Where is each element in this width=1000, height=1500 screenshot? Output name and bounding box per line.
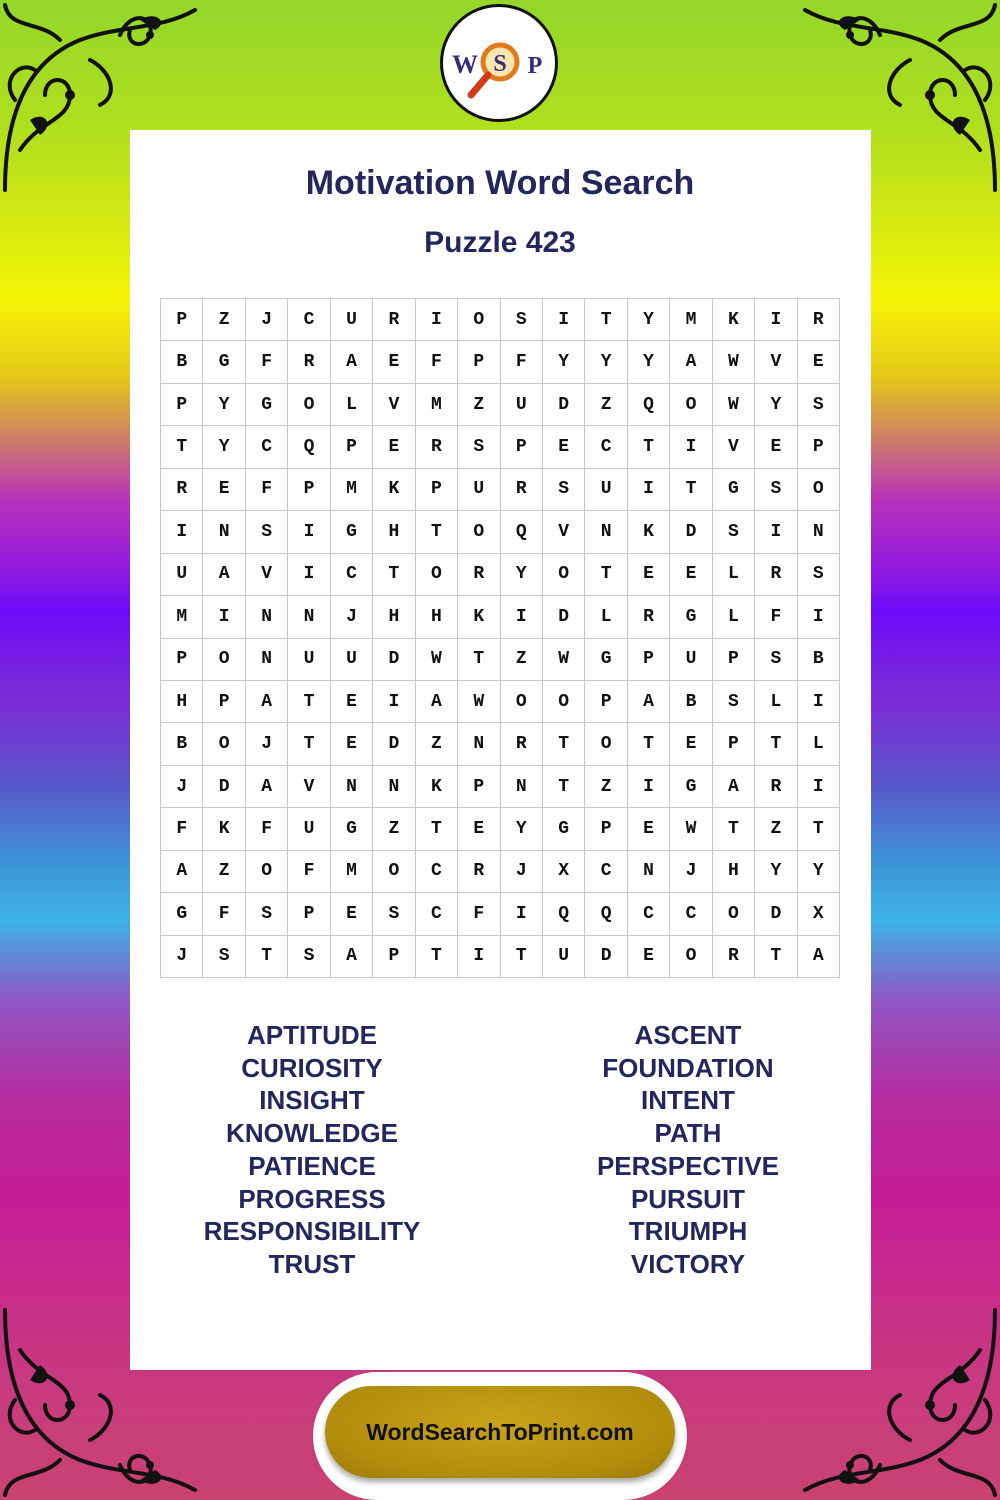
grid-cell[interactable]: N — [373, 766, 415, 808]
grid-cell[interactable]: E — [373, 341, 415, 383]
word-list-item: INTENT — [641, 1085, 735, 1116]
grid-cell[interactable]: H — [373, 596, 415, 638]
grid-cell[interactable]: R — [161, 469, 203, 511]
grid-cell[interactable]: K — [628, 511, 670, 553]
word-list-left — [132, 1019, 492, 1281]
grid-cell[interactable]: S — [246, 511, 288, 553]
grid-cell[interactable]: P — [713, 639, 755, 681]
grid-cell[interactable]: O — [203, 723, 245, 765]
grid-cell[interactable]: R — [288, 341, 330, 383]
grid-cell[interactable]: U — [331, 639, 373, 681]
grid-cell[interactable]: D — [543, 596, 585, 638]
grid-cell[interactable]: I — [798, 766, 840, 808]
grid-cell[interactable]: A — [331, 936, 373, 978]
grid-cell[interactable]: P — [203, 681, 245, 723]
grid-cell[interactable]: T — [458, 639, 500, 681]
grid-cell[interactable]: A — [246, 766, 288, 808]
grid-cell[interactable]: L — [585, 596, 627, 638]
grid-cell[interactable]: E — [670, 554, 712, 596]
grid-cell[interactable]: Y — [628, 341, 670, 383]
grid-cell[interactable]: I — [203, 596, 245, 638]
grid-cell[interactable]: O — [670, 384, 712, 426]
grid-cell[interactable]: O — [501, 681, 543, 723]
grid-cell[interactable]: P — [161, 299, 203, 341]
grid-cell[interactable]: R — [373, 299, 415, 341]
grid-cell[interactable]: Z — [501, 639, 543, 681]
grid-cell[interactable]: E — [628, 554, 670, 596]
grid-cell[interactable]: P — [713, 723, 755, 765]
grid-cell[interactable]: W — [713, 341, 755, 383]
grid-cell[interactable]: O — [713, 893, 755, 935]
grid-cell[interactable]: C — [628, 893, 670, 935]
grid-cell[interactable]: N — [288, 596, 330, 638]
grid-cell[interactable]: E — [331, 681, 373, 723]
grid-cell[interactable]: T — [670, 469, 712, 511]
grid-cell[interactable]: K — [458, 596, 500, 638]
grid-cell[interactable]: T — [585, 554, 627, 596]
grid-cell[interactable]: Y — [501, 554, 543, 596]
grid-cell[interactable]: R — [755, 766, 797, 808]
word-list-item: KNOWLEDGE — [226, 1118, 398, 1149]
grid-cell[interactable]: A — [713, 766, 755, 808]
grid-cell[interactable]: O — [246, 851, 288, 893]
grid-cell[interactable]: S — [501, 299, 543, 341]
grid-cell[interactable]: A — [416, 681, 458, 723]
grid-cell[interactable]: T — [416, 808, 458, 850]
grid-cell[interactable]: G — [331, 808, 373, 850]
grid-cell[interactable]: P — [373, 936, 415, 978]
grid-cell[interactable]: R — [416, 426, 458, 468]
grid-cell[interactable]: S — [203, 936, 245, 978]
grid-cell[interactable]: P — [458, 341, 500, 383]
grid-cell[interactable]: J — [501, 851, 543, 893]
grid-cell[interactable]: P — [585, 808, 627, 850]
grid-cell[interactable]: U — [331, 299, 373, 341]
word-list-item: INSIGHT — [259, 1085, 365, 1116]
grid-cell[interactable]: S — [458, 426, 500, 468]
grid-cell[interactable]: O — [458, 299, 500, 341]
grid-cell[interactable]: Z — [203, 299, 245, 341]
grid-cell[interactable]: P — [331, 426, 373, 468]
grid-cell[interactable]: P — [585, 681, 627, 723]
grid-cell[interactable]: E — [543, 426, 585, 468]
grid-cell[interactable]: D — [585, 936, 627, 978]
grid-cell[interactable]: O — [543, 681, 585, 723]
grid-cell[interactable]: N — [501, 766, 543, 808]
grid-cell[interactable]: V — [755, 341, 797, 383]
grid-cell[interactable]: F — [246, 469, 288, 511]
grid-cell[interactable]: S — [798, 554, 840, 596]
grid-cell[interactable]: Y — [501, 808, 543, 850]
grid-cell[interactable]: U — [501, 384, 543, 426]
grid-cell[interactable]: D — [755, 893, 797, 935]
grid-cell[interactable]: O — [798, 469, 840, 511]
grid-cell[interactable]: X — [798, 893, 840, 935]
logo-letter-s: S — [493, 51, 507, 77]
grid-cell[interactable]: W — [458, 681, 500, 723]
grid-cell[interactable]: R — [713, 936, 755, 978]
grid-cell[interactable]: N — [246, 596, 288, 638]
grid-cell[interactable]: D — [373, 639, 415, 681]
grid-cell[interactable]: B — [670, 681, 712, 723]
grid-cell[interactable]: H — [373, 511, 415, 553]
grid-cell[interactable]: U — [585, 469, 627, 511]
word-list-item: PATH — [654, 1118, 722, 1149]
grid-cell[interactable]: U — [161, 554, 203, 596]
grid-cell[interactable]: F — [755, 596, 797, 638]
grid-cell[interactable]: Y — [203, 384, 245, 426]
grid-cell[interactable]: K — [203, 808, 245, 850]
grid-cell[interactable]: T — [501, 936, 543, 978]
grid-cell[interactable]: F — [246, 808, 288, 850]
grid-cell[interactable]: O — [203, 639, 245, 681]
grid-cell[interactable]: L — [331, 384, 373, 426]
grid-cell[interactable]: P — [416, 469, 458, 511]
grid-cell[interactable]: U — [458, 469, 500, 511]
grid-cell[interactable]: F — [288, 851, 330, 893]
grid-cell[interactable]: Y — [585, 341, 627, 383]
grid-cell[interactable]: W — [416, 639, 458, 681]
grid-cell[interactable]: Y — [203, 426, 245, 468]
grid-cell[interactable]: R — [798, 299, 840, 341]
word-list-item: APTITUDE — [247, 1020, 377, 1050]
grid-cell[interactable]: I — [543, 299, 585, 341]
grid-cell[interactable]: H — [713, 851, 755, 893]
grid-cell[interactable]: U — [288, 808, 330, 850]
grid-cell[interactable]: S — [288, 936, 330, 978]
grid-cell[interactable]: L — [798, 723, 840, 765]
grid-cell[interactable]: Z — [755, 808, 797, 850]
grid-cell[interactable]: Q — [501, 511, 543, 553]
grid-cell[interactable]: Q — [628, 384, 670, 426]
grid-cell[interactable]: P — [288, 893, 330, 935]
grid-cell[interactable]: T — [755, 936, 797, 978]
grid-cell[interactable]: M — [331, 469, 373, 511]
grid-cell[interactable]: N — [585, 511, 627, 553]
grid-cell[interactable]: U — [288, 639, 330, 681]
grid-cell[interactable]: B — [798, 639, 840, 681]
grid-cell[interactable]: A — [161, 851, 203, 893]
grid-cell[interactable]: F — [203, 893, 245, 935]
word-list-item: PROGRESS — [238, 1183, 386, 1214]
grid-cell[interactable]: V — [246, 554, 288, 596]
grid-cell[interactable]: L — [713, 554, 755, 596]
grid-cell[interactable]: T — [543, 723, 585, 765]
site-logo[interactable] — [440, 4, 558, 122]
grid-cell[interactable]: P — [798, 426, 840, 468]
grid-cell[interactable]: U — [543, 936, 585, 978]
grid-cell[interactable]: R — [501, 723, 543, 765]
grid-cell[interactable]: E — [373, 426, 415, 468]
grid-cell[interactable]: Y — [755, 384, 797, 426]
grid-cell[interactable]: V — [713, 426, 755, 468]
grid-cell[interactable]: J — [670, 851, 712, 893]
grid-cell[interactable]: P — [501, 426, 543, 468]
grid-cell[interactable]: E — [798, 341, 840, 383]
grid-cell[interactable]: J — [331, 596, 373, 638]
word-list-item: PERSPECTIVE — [596, 1150, 780, 1181]
grid-cell[interactable]: N — [628, 851, 670, 893]
grid-cell[interactable]: O — [288, 384, 330, 426]
grid-cell[interactable]: C — [416, 851, 458, 893]
grid-cell[interactable]: B — [161, 723, 203, 765]
grid-cell[interactable]: H — [161, 681, 203, 723]
grid-cell[interactable]: I — [670, 426, 712, 468]
grid-cell[interactable]: I — [628, 766, 670, 808]
grid-cell[interactable]: D — [203, 766, 245, 808]
grid-cell[interactable]: C — [670, 893, 712, 935]
grid-cell[interactable]: A — [246, 681, 288, 723]
grid-cell[interactable]: K — [373, 469, 415, 511]
grid-cell[interactable]: P — [628, 639, 670, 681]
grid-cell[interactable]: S — [755, 469, 797, 511]
grid-cell[interactable]: M — [161, 596, 203, 638]
grid-cell[interactable]: S — [755, 639, 797, 681]
grid-cell[interactable]: Z — [585, 766, 627, 808]
grid-cell[interactable]: A — [670, 341, 712, 383]
grid-cell[interactable]: D — [543, 384, 585, 426]
grid-cell[interactable]: O — [373, 851, 415, 893]
grid-cell[interactable]: I — [458, 936, 500, 978]
grid-cell[interactable]: O — [543, 554, 585, 596]
word-list-item: VICTORY — [630, 1248, 746, 1279]
grid-cell[interactable]: Q — [288, 426, 330, 468]
logo-letter-p: P — [527, 53, 543, 79]
grid-cell[interactable]: E — [628, 936, 670, 978]
word-list-item: TRUST — [268, 1248, 356, 1279]
grid-cell[interactable]: W — [713, 384, 755, 426]
grid-cell[interactable]: P — [161, 384, 203, 426]
grid-cell[interactable]: C — [331, 554, 373, 596]
grid-cell[interactable]: C — [288, 299, 330, 341]
grid-cell[interactable]: Z — [585, 384, 627, 426]
grid-cell[interactable]: J — [161, 766, 203, 808]
grid-cell[interactable]: E — [628, 808, 670, 850]
grid-cell[interactable]: K — [713, 299, 755, 341]
grid-cell[interactable]: Y — [628, 299, 670, 341]
grid-cell[interactable]: T — [628, 723, 670, 765]
grid-cell[interactable]: Q — [585, 893, 627, 935]
logo-letter-w: W — [452, 50, 478, 79]
grid-cell[interactable]: A — [203, 554, 245, 596]
grid-cell[interactable]: X — [543, 851, 585, 893]
word-list-item: TRIUMPH — [628, 1216, 748, 1247]
grid-cell[interactable]: E — [331, 893, 373, 935]
grid-cell[interactable]: G — [543, 808, 585, 850]
grid-cell[interactable]: F — [246, 341, 288, 383]
grid-cell[interactable]: T — [543, 766, 585, 808]
grid-cell[interactable]: O — [458, 511, 500, 553]
grid-cell[interactable]: S — [373, 893, 415, 935]
grid-cell[interactable]: R — [458, 554, 500, 596]
grid-cell[interactable]: S — [798, 384, 840, 426]
grid-cell[interactable]: B — [161, 341, 203, 383]
grid-cell[interactable]: T — [373, 554, 415, 596]
grid-cell[interactable]: I — [373, 681, 415, 723]
grid-cell[interactable]: I — [161, 511, 203, 553]
grid-cell[interactable]: N — [798, 511, 840, 553]
grid-cell[interactable]: T — [161, 426, 203, 468]
grid-cell[interactable]: T — [585, 299, 627, 341]
word-list-item: ASCENT — [634, 1020, 742, 1050]
grid-cell[interactable]: E — [755, 426, 797, 468]
grid-cell[interactable]: C — [416, 893, 458, 935]
grid-cell[interactable]: E — [331, 723, 373, 765]
grid-cell[interactable]: Y — [755, 851, 797, 893]
grid-cell[interactable]: I — [798, 681, 840, 723]
grid-cell[interactable]: K — [416, 766, 458, 808]
grid-cell[interactable]: O — [416, 554, 458, 596]
grid-cell[interactable]: I — [798, 596, 840, 638]
grid-cell[interactable]: N — [331, 766, 373, 808]
word-list-item: RESPONSIBILITY — [203, 1216, 421, 1247]
grid-cell[interactable]: A — [628, 681, 670, 723]
grid-cell[interactable]: P — [161, 639, 203, 681]
grid-cell[interactable]: R — [458, 851, 500, 893]
grid-cell[interactable]: I — [501, 596, 543, 638]
grid-cell[interactable]: C — [585, 426, 627, 468]
grid-cell[interactable]: N — [203, 511, 245, 553]
grid-cell[interactable]: Q — [543, 893, 585, 935]
grid-cell[interactable]: T — [713, 808, 755, 850]
grid-cell[interactable]: F — [161, 808, 203, 850]
grid-cell[interactable]: W — [670, 808, 712, 850]
grid-cell[interactable]: T — [288, 723, 330, 765]
page-title: Motivation Word Search — [305, 164, 695, 202]
grid-cell[interactable]: I — [755, 299, 797, 341]
grid-cell[interactable]: Z — [458, 384, 500, 426]
word-list-item: FOUNDATION — [602, 1052, 774, 1083]
grid-cell[interactable]: A — [798, 936, 840, 978]
grid-cell[interactable]: A — [331, 341, 373, 383]
grid-cell[interactable]: H — [416, 596, 458, 638]
grid-cell[interactable]: T — [246, 936, 288, 978]
website-link-button[interactable]: WordSearchToPrint.com — [325, 1386, 675, 1478]
word-list-item: PATIENCE — [248, 1150, 376, 1181]
grid-cell[interactable]: D — [373, 723, 415, 765]
grid-cell[interactable]: S — [713, 681, 755, 723]
grid-cell[interactable]: N — [458, 723, 500, 765]
grid-cell[interactable]: F — [501, 341, 543, 383]
grid-cell[interactable]: P — [288, 469, 330, 511]
grid-cell[interactable]: F — [416, 341, 458, 383]
grid-cell[interactable]: J — [161, 936, 203, 978]
grid-cell[interactable]: V — [373, 384, 415, 426]
grid-cell[interactable]: J — [246, 723, 288, 765]
word-list-item: PURSUIT — [630, 1183, 746, 1214]
grid-cell[interactable]: G — [161, 893, 203, 935]
grid-cell[interactable]: R — [628, 596, 670, 638]
grid-cell[interactable]: M — [331, 851, 373, 893]
grid-cell[interactable]: T — [416, 511, 458, 553]
grid-cell[interactable]: F — [458, 893, 500, 935]
grid-cell[interactable]: E — [203, 469, 245, 511]
grid-cell[interactable]: M — [670, 299, 712, 341]
grid-cell[interactable]: G — [670, 596, 712, 638]
grid-cell[interactable]: T — [416, 936, 458, 978]
grid-cell[interactable]: S — [246, 893, 288, 935]
grid-cell[interactable]: C — [246, 426, 288, 468]
grid-cell[interactable]: P — [458, 766, 500, 808]
grid-cell[interactable]: S — [543, 469, 585, 511]
grid-cell[interactable]: G — [713, 469, 755, 511]
grid-cell[interactable]: G — [585, 639, 627, 681]
grid-cell[interactable]: I — [501, 893, 543, 935]
grid-cell[interactable]: G — [670, 766, 712, 808]
grid-cell[interactable]: C — [585, 851, 627, 893]
grid-cell[interactable]: G — [246, 384, 288, 426]
grid-cell[interactable]: E — [458, 808, 500, 850]
grid-cell[interactable]: T — [755, 723, 797, 765]
grid-cell[interactable]: Y — [543, 341, 585, 383]
grid-cell[interactable]: T — [798, 808, 840, 850]
grid-cell[interactable]: O — [670, 936, 712, 978]
word-list-right — [508, 1019, 868, 1281]
grid-cell[interactable]: G — [203, 341, 245, 383]
puzzle-number: Puzzle 423 — [424, 226, 576, 259]
grid-cell[interactable]: Z — [203, 851, 245, 893]
grid-cell[interactable]: I — [288, 554, 330, 596]
grid-cell[interactable]: L — [713, 596, 755, 638]
grid-cell[interactable]: N — [246, 639, 288, 681]
grid-cell[interactable]: J — [246, 299, 288, 341]
grid-cell[interactable]: I — [755, 511, 797, 553]
grid-cell[interactable]: I — [416, 299, 458, 341]
grid-cell[interactable]: T — [628, 426, 670, 468]
grid-cell[interactable]: Z — [416, 723, 458, 765]
grid-cell[interactable]: I — [288, 511, 330, 553]
grid-cell[interactable]: E — [670, 723, 712, 765]
word-list-item: CURIOSITY — [241, 1052, 383, 1083]
grid-cell[interactable]: T — [288, 681, 330, 723]
grid-cell[interactable]: R — [501, 469, 543, 511]
grid-cell[interactable]: D — [670, 511, 712, 553]
grid-cell[interactable]: M — [416, 384, 458, 426]
grid-cell[interactable]: W — [543, 639, 585, 681]
grid-cell[interactable]: V — [288, 766, 330, 808]
grid-cell[interactable]: S — [713, 511, 755, 553]
letter-grid[interactable] — [160, 298, 840, 978]
grid-cell[interactable]: I — [628, 469, 670, 511]
grid-cell[interactable]: U — [670, 639, 712, 681]
grid-cell[interactable]: O — [585, 723, 627, 765]
grid-cell[interactable]: Y — [798, 851, 840, 893]
grid-cell[interactable]: V — [543, 511, 585, 553]
grid-cell[interactable]: G — [331, 511, 373, 553]
grid-cell[interactable]: L — [755, 681, 797, 723]
grid-cell[interactable]: Z — [373, 808, 415, 850]
grid-cell[interactable]: R — [755, 554, 797, 596]
